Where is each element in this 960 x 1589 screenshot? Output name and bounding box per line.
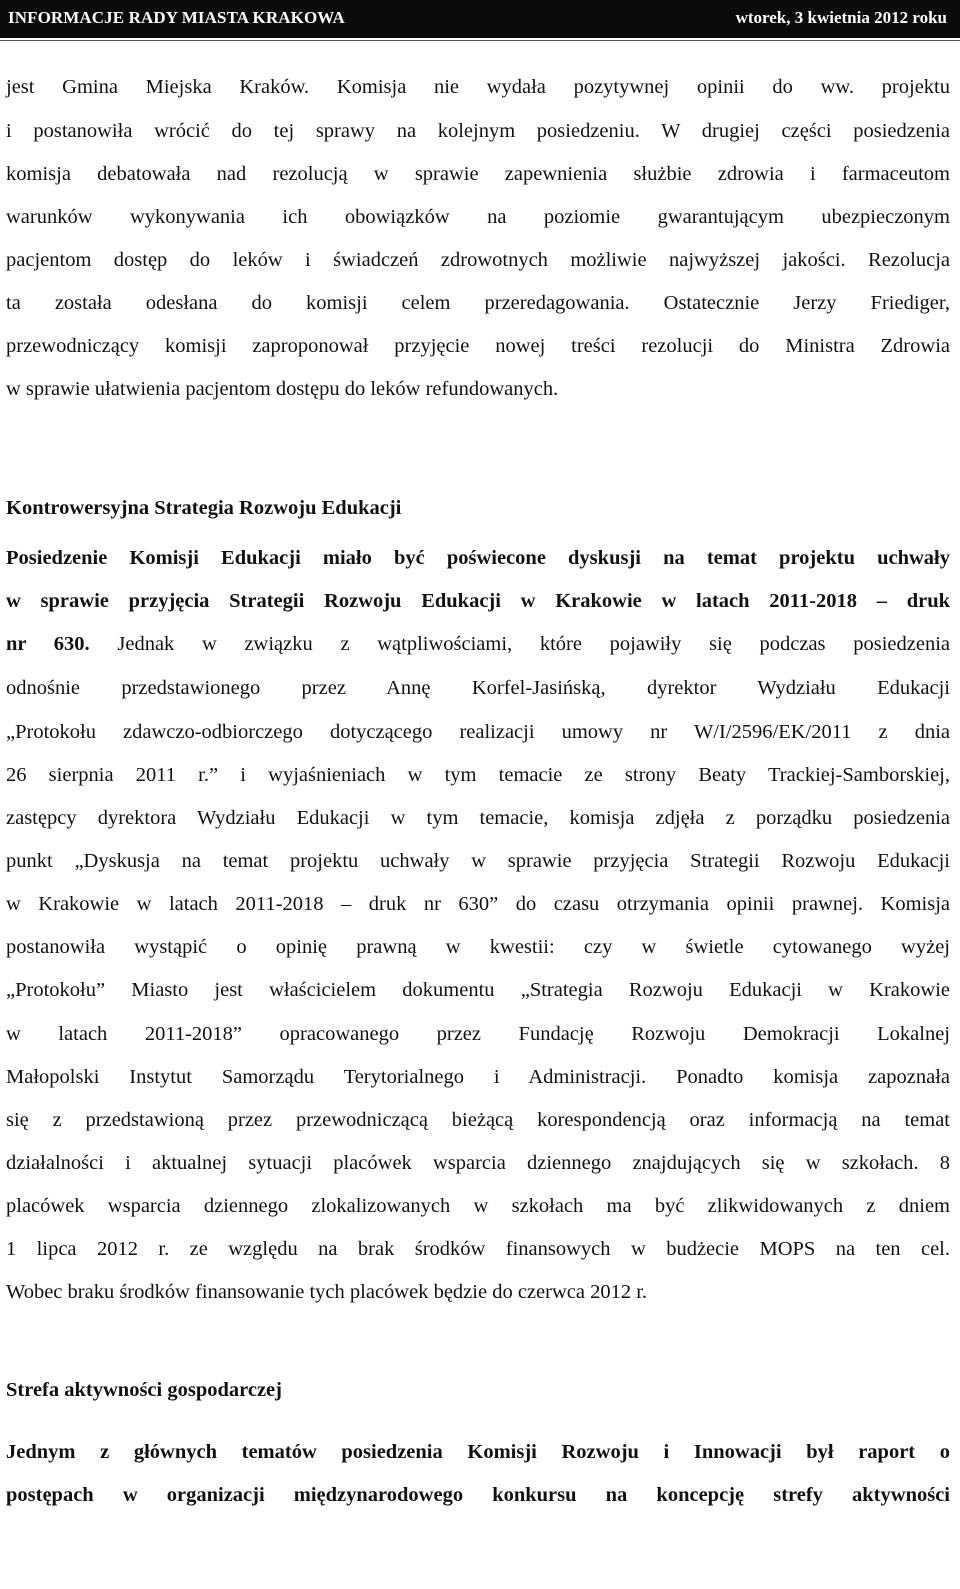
text-line: i postanowiła wrócić do tej sprawy na kolejnym posiedzeniu. W drugiej części posiedzenia bbox=[6, 120, 950, 142]
text-line bbox=[6, 632, 950, 656]
text-line: 26 sierpnia 2011 r.” i wyjaśnieniach w tym temacie ze strony Beaty Trackiej-Samborskiej, bbox=[6, 764, 950, 786]
text-line: „Protokołu zdawczo-odbiorczego dotyczącego realizacji umowy nr W/I/2596/EK/2011 z dnia bbox=[6, 721, 950, 743]
text-line: warunków wykonywania ich obowiązków na poziomie gwarantującym ubezpieczonym bbox=[6, 206, 950, 228]
text-span: Jednak w związku z wątpliwościami, które pojawiły się podczas posiedzenia bbox=[89, 633, 950, 655]
text-line: w latach 2011-2018” opracowanego przez Fundację Rozwoju Demokracji Lokalnej bbox=[6, 1023, 950, 1045]
header-date: wtorek, 3 kwietnia 2012 roku bbox=[735, 8, 947, 27]
text-line: komisja debatowała nad rezolucją w sprawie zapewnienia służbie zdrowia i farmaceutom bbox=[6, 163, 950, 185]
text-line: przewodniczący komisji zaproponował przyjęcie nowej treści rezolucji do Ministra Zdrowia bbox=[6, 335, 950, 357]
text-line: 1 lipca 2012 r. ze względu na brak środków finansowych w budżecie MOPS na ten cel. bbox=[6, 1238, 950, 1260]
text-line: zastępcy dyrektora Wydziału Edukacji w tym temacie, komisja zdjęła z porządku posiedzenia bbox=[6, 807, 950, 829]
document-header bbox=[0, 0, 960, 38]
text-line: postanowiła wystąpić o opinię prawną w kwestii: czy w świetle cytowanego wyżej bbox=[6, 936, 950, 958]
header-divider bbox=[0, 40, 960, 41]
text-line: „Protokołu” Miasto jest właścicielem dokumentu „Strategia Rozwoju Edukacji w Krakowie bbox=[6, 979, 950, 1001]
text-line: jest Gmina Miejska Kraków. Komisja nie wydała pozytywnej opinii do ww. projektu bbox=[6, 76, 950, 98]
text-line: odnośnie przedstawionego przez Annę Korfel-Jasińską, dyrektor Wydziału Edukacji bbox=[6, 677, 950, 699]
bold-lead: nr 630. bbox=[6, 633, 90, 655]
bold-line: Posiedzenie Komisji Edukacji miało być poświecone dyskusji na temat projektu uchwały bbox=[6, 547, 950, 569]
text-line: punkt „Dyskusja na temat projektu uchwały w sprawie przyjęcia Strategii Rozwoju Edukacji bbox=[6, 850, 950, 872]
text-line: Wobec braku środków finansowanie tych placówek będzie do czerwca 2012 r. bbox=[6, 1281, 648, 1303]
bold-line: postępach w organizacji międzynarodowego konkursu na koncepcję strefy aktywności bbox=[6, 1484, 950, 1506]
text-line: placówek wsparcia dziennego zlokalizowanych w szkołach ma być zlikwidowanych z dniem bbox=[6, 1195, 950, 1217]
text-line: w Krakowie w latach 2011-2018 – druk nr 630” do czasu otrzymania opinii prawnej. Komisja bbox=[6, 893, 950, 915]
text-line: pacjentom dostęp do leków i świadczeń zdrowotnych możliwie najwyższej jakości. Rezolucja bbox=[6, 249, 950, 271]
text-line: działalności i aktualnej sytuacji placówek wsparcia dziennego znajdujących się w szkołach. 8 bbox=[6, 1152, 950, 1174]
text-line: się z przedstawioną przez przewodniczącą bieżącą korespondencją oraz informacją na temat bbox=[6, 1109, 950, 1131]
bold-line: Jednym z głównych tematów posiedzenia Komisji Rozwoju i Innowacji był raport o bbox=[6, 1441, 950, 1463]
header-title: INFORMACJE RADY MIASTA KRAKOWA bbox=[8, 8, 345, 27]
bold-line: w sprawie przyjęcia Strategii Rozwoju Edukacji w Krakowie w latach 2011-2018 – druk bbox=[6, 590, 950, 612]
section-heading-economic-zone: Strefa aktywności gospodarczej bbox=[6, 1379, 282, 1401]
text-line: Małopolski Instytut Samorządu Terytorialnego i Administracji. Ponadto komisja zapoznała bbox=[6, 1066, 950, 1088]
text-line: w sprawie ułatwienia pacjentom dostępu do leków refundowanych. bbox=[6, 378, 559, 400]
section-heading-education: Kontrowersyjna Strategia Rozwoju Edukacji bbox=[6, 497, 402, 519]
text-line: ta została odesłana do komisji celem przeredagowania. Ostatecznie Jerzy Friediger, bbox=[6, 292, 950, 314]
